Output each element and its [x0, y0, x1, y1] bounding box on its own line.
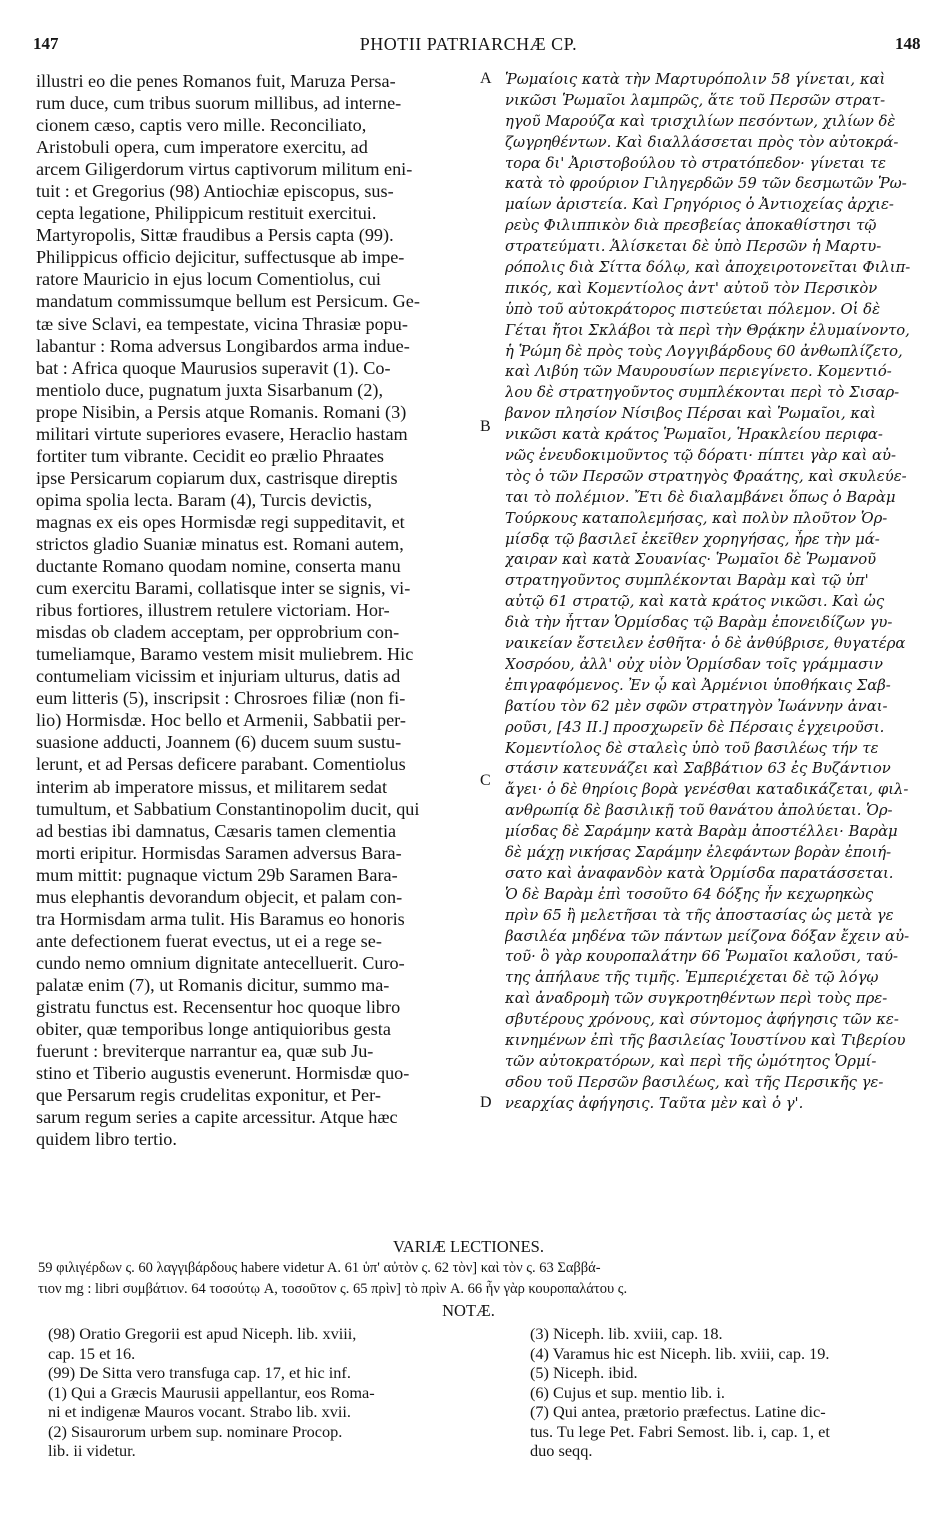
- latin-text-line: cundo nemo omnium dignitate antecelluerit. Curo-: [36, 952, 405, 973]
- latin-text-line: illustri eo die penes Romanos fuit, Maruza Persa-: [36, 71, 396, 91]
- greek-text-line: ναικείαν ἔστειλεν ἐσθῆτα· ὁ δὲ ἀνθύβρισε, θυγατέρα: [505, 635, 906, 653]
- greek-text-line: καὶ ἀναδρομὴ τῶν συγκροτηθέντων περὶ τοὺς πρε-: [505, 990, 888, 1008]
- greek-text-line: βανον πλησίον Νίσιβος Πέρσαι καὶ Ῥωμαῖοι, καὶ: [505, 405, 876, 423]
- nota-line: lib. ii videtur.: [48, 1441, 136, 1460]
- greek-text-line: ζωγρηθέντων. Καὶ διαλλάσσεται πρὸς τὸν αὐτοκρά-: [505, 133, 899, 151]
- greek-text-line: νικῶσι Ῥωμαῖοι λαμπρῶς, ἅτε τοῦ Περσῶν στρατ-: [505, 91, 886, 109]
- nota-line: cap. 15 et 16.: [48, 1343, 136, 1363]
- latin-text-line: tumultum, et Sabbatium Constantinopolim ducit, qui: [36, 798, 420, 819]
- latin-text-line: interim ab imperatore missus, et militarem sedat: [36, 776, 388, 797]
- greek-text-line: σδου τοῦ Περσῶν βασιλέως, καὶ τῆς Περσικῆς γε-: [505, 1073, 884, 1091]
- latin-text-line: obiter, quæ temporibus longe antiquioribus gesta: [36, 1019, 391, 1040]
- nota-line: tus. Tu lege Pet. Fabri Semost. lib. i, cap. 1, et: [530, 1421, 830, 1441]
- nota-line: (99) De Sitta vero transfuga cap. 17, et hic inf.: [48, 1363, 351, 1382]
- latin-text-line: que Persarum regis crudelitas exponitur, et Per-: [36, 1085, 381, 1106]
- latin-text-line: Martyropolis, Sittæ fraudibus a Persis capta (99).: [36, 225, 394, 246]
- greek-text-line: Ὁ δὲ Βαρὰμ ἐπὶ τοσοῦτο 64 δόξης ἦν κεχωρηκὼς: [505, 885, 874, 903]
- nota-line: ni et indigenæ Mauros vocant. Strabo lib. xvii.: [48, 1402, 351, 1421]
- latin-text-line: suasione adducti, Joannem (6) ducem suum sustu-: [36, 732, 402, 753]
- greek-text-line: αὐτῷ 61 στρατῷ, καὶ κατὰ κράτος νικῶσι. Καὶ ὡς: [505, 593, 885, 611]
- latin-text-line: militari virtute superiores evasere, Heraclio hastam: [36, 423, 408, 444]
- latin-text-line: gistratu functus est. Recensentur hoc quoque libro: [36, 996, 401, 1017]
- margin-marker-b: B: [480, 418, 491, 435]
- latin-text-line: ratore Mauricio in ejus locum Comentiolus, cui: [36, 269, 381, 290]
- latin-text-line: mandatum commissumque bellum est Persicum. Ge-: [36, 291, 420, 312]
- latin-text-line: contumeliam vicissim et injuriam ulturus, datis ad: [36, 666, 401, 687]
- greek-text-line: κατὰ τὸ φρούριον Γιληγερδῶν 59 τῶν δεσμωτῶν Ῥω-: [505, 175, 907, 193]
- notae-left-column: [48, 1324, 488, 1461]
- latin-text-line: cionem cæso, captis vero mille. Reconciliato,: [36, 115, 367, 136]
- latin-text-line: lio) Hormisdæ. Hoc bello et Armenii, Sabbatii per-: [36, 710, 406, 731]
- running-header: [0, 34, 937, 60]
- greek-text-line: ὑπὸ τοῦ αὐτοκράτορος πιστεύεται πόλεμον. Οἱ δὲ: [505, 300, 881, 318]
- greek-text-line: Γέται ἤτοι Σκλάβοι τὰ περὶ τὴν Θρᾴκην ἐλυμαίνοντο,: [505, 321, 910, 339]
- latin-text-line: ipse Persicarum copiarum dux, castrisque direptis: [36, 467, 398, 488]
- greek-text-line: νῶς ἐνευδοκιμοῦντος τῷ δόρατι· πίπτει γὰρ καὶ αὐ-: [505, 447, 897, 465]
- greek-text-line: βασιλέα μηδένα τῶν πάντων μείζονα δόξαν ἔχειν αὐ-: [505, 927, 910, 945]
- greek-text-line: Κομεντίολος δὲ σταλεὶς ὑπὸ τοῦ βασιλέως τήν τε: [505, 739, 879, 757]
- latin-text-line: opima spolia lecta. Baram (4), Turcis devictis,: [36, 489, 372, 510]
- margin-marker-d: D: [480, 1094, 492, 1111]
- greek-column: [505, 70, 915, 1115]
- nota-line: (3) Niceph. lib. xviii, cap. 18.: [530, 1324, 723, 1343]
- variae-line: τιον mg : libri συμβάτιον. 64 τοσούτῳ A, τοσοῦτον ς. 65 πρὶν] τὸ πρὶν A. 66 ἦν γὰρ κουροπαλάτου ς.: [38, 1281, 628, 1297]
- nota-line: (4) Varamus hic est Niceph. lib. xviii, cap. 19.: [530, 1343, 830, 1363]
- variae-lectiones: [38, 1258, 918, 1300]
- latin-text-line: eum litteris (5), inscripsit : Chrosroes filiæ (non fi-: [36, 688, 406, 709]
- greek-text-line: μίσδᾳ τῷ βασιλεῖ ἐκεῖθεν χορηγήσας, ἦρε τὴν μά-: [505, 530, 880, 548]
- greek-text-line: νεαρχίας ἀφήγησις. Ταῦτα μὲν καὶ ὁ γ'.: [505, 1094, 804, 1112]
- running-title: PHOTII PATRIARCHÆ CP.: [359, 34, 578, 54]
- latin-text-line: Aristobuli opera, cum imperatore exercitu, ad: [36, 137, 368, 158]
- latin-text-line: strictos gladio Suaniæ minatus est. Romani autem,: [36, 533, 404, 554]
- margin-marker-a: A: [480, 70, 492, 87]
- variae-line: 59 φιλιγέρδων ς. 60 λαγγιβάρδους habere videtur A. 61 ὑπ' αὐτὸν ς. 62 τὸν] καὶ τὸν ς. 63 Σαββά-: [38, 1260, 601, 1276]
- greek-text-line: βατίου τὸν 62 μὲν σφῶν στρατηγὸν Ἰωάννην ἀναι-: [505, 697, 888, 715]
- greek-text-line: ἐπιγραφόμενος. Ἐν ᾧ καὶ Ἀρμένιοι ὑποθήκαις Σαβ-: [505, 676, 891, 694]
- greek-text-line: στάσιν κατευνάζει καὶ Σαββάτιον 63 ἐς Βυζάντιον: [505, 760, 891, 778]
- greek-text-line: ροῦσι, [43 II.] προσχωρεῖν δὲ Πέρσαις ἐγχειροῦσι.: [505, 718, 885, 736]
- latin-text-line: stino et Tiberio augustis evenerunt. Hormisdæ quo-: [36, 1063, 410, 1084]
- greek-text-line: ρόπολις διὰ Σίττα δόλῳ, καὶ ἀποχειροτονεῖται Φιλιπ-: [505, 259, 911, 277]
- latin-text-line: mum mittit: pugnaque victum 29b Saramen Bara-: [36, 864, 398, 885]
- greek-text-line: τὸς ὁ τῶν Περσῶν στρατηγὸς Φραάτης, καὶ σκυλεύε-: [505, 467, 907, 485]
- latin-text-line: morti eripitur. Hormisdas Saramen adversus Bara-: [36, 842, 402, 863]
- greek-text-line: της ἀπήλαυε τῆς τιμῆς. Ἐμπεριέχεται δὲ τῷ λόγῳ: [505, 969, 879, 987]
- greek-text-line: διὰ τὴν ἧτταν Ὁρμίσδας τῷ Βαρὰμ ἐπονειδίζων γυ-: [505, 614, 893, 632]
- latin-text-line: tæ sive Sclavi, ea tempestate, vicina Thrasiæ popu-: [36, 313, 408, 334]
- greek-text-line: πρὶν 65 ἢ μελετῆσαι τὰ τῆς ἀποστασίας ὡς μετὰ γε: [505, 906, 894, 924]
- greek-text-line: κινημένων ἐπὶ τῆς βασιλείας Ἰουστίνου καὶ Τιβερίου: [505, 1031, 906, 1049]
- latin-text-line: lerunt, et ad Persas deficere parabant. Comentiolus: [36, 754, 406, 775]
- greek-text-line: χαιραν καὶ κατὰ Σουανίας· Ῥωμαῖοι δὲ Ῥωμανοῦ: [505, 551, 877, 569]
- latin-text-line: quidem libro tertio.: [36, 1129, 177, 1150]
- latin-text-line: rum duce, cum tribus suorum millibus, ad interne-: [36, 93, 402, 114]
- greek-text-line: ηγοῦ Μαρούζα καὶ τρισχιλίων πεσόντων, χιλίων δὲ: [505, 112, 896, 130]
- latin-text-line: magnas ex eis opes Hormisdæ regi suppeditavit, et: [36, 511, 405, 532]
- latin-text-line: tuit : et Gregorius (98) Antiochiæ episcopus, sus-: [36, 181, 394, 202]
- latin-text-line: cepta legatione, Philippicum restituit exercitui.: [36, 203, 377, 224]
- latin-text-line: mus elephantis devorandum objecit, et palam con-: [36, 886, 403, 907]
- latin-text-line: palatæ enim (7), ut Romanis dicitur, summo ma-: [36, 974, 390, 995]
- greek-text-line: ἡ Ῥώμη δὲ πρὸς τοὺς Λογγιβάρδους 60 ἀνθωπλίζετο,: [505, 342, 903, 360]
- greek-text-line: ται τὸ πολέμιον. Ἔτι δὲ διαλαμβάνει ὅπως ὁ Βαρὰμ: [505, 488, 896, 506]
- latin-text-line: prope Nisibin, a Persis atque Romanis. Romani (3): [36, 401, 407, 422]
- greek-text-line: τοῦ· ὃ γὰρ κουροπαλάτην 66 Ῥωμαῖοι καλοῦσι, ταύ-: [505, 948, 898, 966]
- latin-text-line: Philippicus officio dejicitur, suffectusque ab impe-: [36, 247, 405, 268]
- latin-text-line: sarum regum series a capite arcessitur. Atque hæc: [36, 1107, 398, 1128]
- greek-text-line: Τούρκους καταπολεμήσας, καὶ πολὺν πλοῦτον Ὁρ-: [505, 509, 888, 527]
- greek-text-line: νικῶσι κατὰ κράτος Ῥωμαῖοι, Ἡρακλείου περιφα-: [505, 426, 883, 444]
- greek-text-line: σατο καὶ ἀναφανδὸν κατὰ Ὁρμίσδα παρατάσσεται.: [505, 864, 894, 882]
- latin-text-line: tumeliamque, Baramo vestem misit muliebrem. Hic: [36, 644, 414, 665]
- nota-line: (6) Cujus et sup. mentio lib. i.: [530, 1382, 725, 1402]
- page-number-left: 147: [33, 34, 59, 53]
- latin-text-line: ribus fortiores, illustrem retulere victoriam. Hor-: [36, 600, 390, 621]
- greek-text-line: Χοσρόου, ἀλλ' οὐχ υἱὸν Ὁρμίσδαν τοῖς γράμμασιν: [505, 655, 884, 673]
- greek-text-line: τορα δι' Ἀριστοβούλου τὸ στρατόπεδον· γίνεται τε: [505, 154, 886, 172]
- greek-text-line: στρατηγοῦντος συμπλέκονται Βαρὰμ καὶ τῷ ὑπ': [505, 572, 869, 590]
- page-number-right: 148: [895, 34, 921, 53]
- latin-text-line: arcem Giligerdorum virtus captivorum militum eni-: [36, 159, 413, 180]
- latin-text-line: fuerunt : breviterque narrantur ea, quæ sub Ju-: [36, 1041, 374, 1062]
- latin-text-line: ad bestias ibi damnatus, Cæsaris tamen clementia: [36, 820, 397, 841]
- greek-text-line: ρεὺς Φιλιππικὸν διὰ πρεσβείας ἀποκαθίστησι τῷ: [505, 217, 877, 235]
- nota-line: (2) Sisaurorum urbem sup. nominare Procop.: [48, 1421, 343, 1441]
- greek-text-line: λου δὲ στρατηγοῦντος συμπλέκονται περὶ τὸ Σισαρ-: [505, 384, 900, 402]
- latin-text-line: ductante Romano quodam nomine, conserta manu: [36, 556, 401, 577]
- latin-text-line: bat : Africa quoque Maurusios superavit (1). Co-: [36, 357, 391, 378]
- greek-text-line: σβυτέρους χρόνους, καὶ σύντομος ἀφήγησις τῶν κε-: [505, 1011, 899, 1029]
- nota-line: (98) Oratio Gregorii est apud Niceph. lib. xviii,: [48, 1324, 357, 1343]
- greek-text-line: μαίων ἀριστεία. Καὶ Γρηγόριος ὁ Ἀντιοχείας ἀρχιε-: [505, 196, 894, 214]
- greek-text-line: Ῥωμαίοις κατὰ τὴν Μαρτυρόπολιν 58 γίνεται, καὶ: [505, 71, 886, 88]
- notae-right-column: [530, 1324, 925, 1461]
- variae-lectiones-title: VARIÆ LECTIONES.: [393, 1237, 544, 1256]
- greek-text-line: καὶ Λιβύη τῶν Μαυρουσίων περιεγίνετο. Κομεντιό-: [505, 363, 892, 381]
- greek-text-line: πικός, καὶ Κομεντίολος ἀντ' αὐτοῦ τὸν Περσικὸν: [505, 279, 878, 297]
- nota-line: (7) Qui antea, prætorio præfectus. Latine dic-: [530, 1402, 826, 1421]
- greek-text-line: μίσδας δὲ Σαράμην κατὰ Βαρὰμ ἀποστέλλει· Βαρὰμ: [505, 823, 898, 841]
- nota-line: (5) Niceph. ibid.: [530, 1363, 638, 1382]
- latin-text-line: ante defectionem fuerat evectus, ut ei a rege se-: [36, 930, 382, 951]
- notae-title: NOTÆ.: [442, 1301, 495, 1320]
- greek-text-line: στρατεύματι. Ἁλίσκεται δὲ ὑπὸ Περσῶν ἡ Μαρτυ-: [505, 238, 882, 256]
- latin-text-line: labantur : Roma adversus Longibardos arma indue-: [36, 335, 410, 356]
- nota-line: (1) Qui a Græcis Maurusii appellantur, eos Roma-: [48, 1382, 375, 1402]
- margin-marker-c: C: [480, 772, 491, 789]
- latin-text-line: cum exercitu Barami, collatisque inter se signis, vi-: [36, 578, 411, 599]
- latin-column: [36, 70, 466, 1150]
- greek-text-line: δὲ μάχῃ νικήσας Σαράμην ἐλεφάντων βορὰν ἐποιή-: [505, 843, 892, 861]
- greek-text-line: ἄγει· ὁ δὲ θηρίοις βορὰ γενέσθαι καταδικάζεται, φιλ-: [505, 781, 909, 799]
- nota-line: duo seqq.: [530, 1441, 593, 1460]
- latin-text-line: fortiter tum vibrante. Cecidit eo prælio Phraates: [36, 445, 384, 466]
- latin-text-line: tra Hormisdam arma tulit. His Baramus eo honoris: [36, 908, 405, 929]
- greek-text-line: τῶν αὐτοκρατόρων, καὶ περὶ τῆς ὠμότητος Ὁρμί-: [505, 1052, 877, 1070]
- latin-text-line: misdas ob cladem acceptam, per opprobrium con-: [36, 622, 400, 643]
- greek-text-line: ανθρωπίᾳ δὲ βασιλικῇ τοῦ θανάτου ἀπολύεται. Ὁρ-: [505, 802, 893, 820]
- latin-text-line: mentiolo duce, pugnatum juxta Sisarbanum (2),: [36, 379, 384, 400]
